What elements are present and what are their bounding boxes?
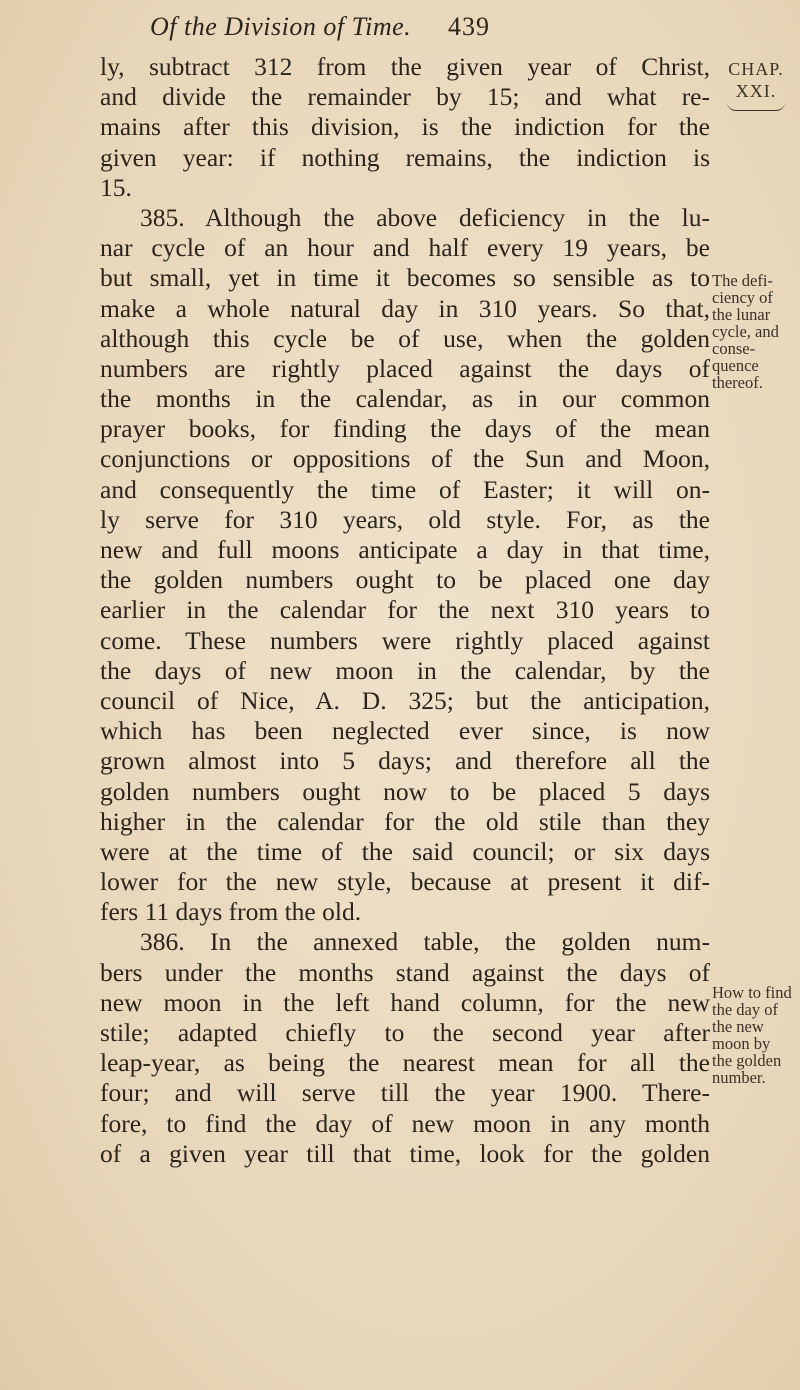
text-line: new and full moons anticipate a day in that time, <box>100 535 710 564</box>
chapter-number: XXI. <box>735 81 777 101</box>
text-line: make a whole natural day in 310 years. So that, <box>100 293 710 323</box>
text-line: and consequently the time of Easter; it will on- <box>100 474 710 504</box>
running-title: Of the Division of Time. <box>150 12 412 41</box>
text-line: 386. In the annexed table, the golden num- <box>140 927 710 957</box>
text-line: stile; adapted chiefly to the second year after <box>100 1018 710 1047</box>
text-line: new moon in the left hand column, for the new <box>100 987 710 1017</box>
text-line: ly serve for 310 years, old style. For, as the <box>100 504 710 534</box>
chapter-label: CHAP. <box>728 59 784 79</box>
text-line: golden numbers ought now to be placed 5 days <box>100 776 710 806</box>
text-line: numbers are rightly placed against the days of <box>100 353 710 383</box>
margin-note-line: How to find <box>712 983 792 1002</box>
text-line: prayer books, for finding the days of the mean <box>100 414 710 444</box>
margin-note-line: the day of <box>712 1000 778 1019</box>
margin-note-line: thereof. <box>712 373 763 392</box>
text-line: 385. Although the above deficiency in the lu- <box>140 202 710 232</box>
margin-note-line: quence <box>712 356 759 375</box>
text-line: although this cycle be of use, when the golden <box>100 323 710 353</box>
text-line: which has been neglected ever since, is now <box>100 716 710 746</box>
margin-note-line: the golden <box>712 1051 782 1070</box>
margin-note-line: number. <box>712 1068 766 1087</box>
text-line: 15. <box>100 172 132 202</box>
text-line: nar cycle of an hour and half every 19 years, be <box>100 233 710 263</box>
text-line: conjunctions or oppositions of the Sun and Moon, <box>100 444 710 474</box>
text-line: grown almost into 5 days; and therefore all the <box>100 746 710 776</box>
text-line: fers 11 days from the old. <box>100 897 362 927</box>
text-line: earlier in the calendar for the next 310 years to <box>100 595 710 625</box>
chapter-bracket <box>727 102 785 111</box>
body-text <box>100 52 710 1169</box>
text-line: mains after this division, is the indiction for the <box>100 112 710 142</box>
text-line: fore, to find the day of new moon in any month <box>100 1108 710 1138</box>
text-line: but small, yet in time it becomes so sensible as to <box>100 263 710 293</box>
text-line: leap-year, as being the nearest mean for all the <box>100 1048 710 1078</box>
text-line: of a given year till that time, look for the golden <box>100 1138 710 1168</box>
text-line: ly, subtract 312 from the given year of Christ, <box>100 52 710 81</box>
page-number: 439 <box>448 12 490 41</box>
text-line: bers under the months stand against the days of <box>100 957 710 987</box>
text-line: given year: if nothing remains, the indiction is <box>100 142 710 172</box>
text-line: council of Nice, A. D. 325; but the anticipation, <box>100 685 710 715</box>
text-line: were at the time of the said council; or six days <box>100 836 710 866</box>
margin-note-line: ciency of <box>712 288 773 307</box>
chapter-marker <box>712 58 800 111</box>
text-line: the golden numbers ought to be placed one day <box>100 565 710 595</box>
text-line: and divide the remainder by 15; and what re- <box>100 82 710 112</box>
text-line: lower for the new style, because at present it dif- <box>100 867 710 897</box>
text-line: higher in the calendar for the old stile than they <box>100 806 710 836</box>
margin-note-line: moon by <box>712 1034 771 1053</box>
margin-note-line: the lunar <box>712 305 771 324</box>
page-header <box>150 12 750 52</box>
text-line: the days of new moon in the calendar, by the <box>100 655 710 685</box>
margin-note-line: The defi- <box>712 271 773 290</box>
text-line: four; and will serve till the year 1900. There- <box>100 1078 710 1108</box>
margin-note-line: conse- <box>712 339 756 358</box>
text-line: come. These numbers were rightly placed against <box>100 625 710 655</box>
margin-note-new-moon <box>712 984 800 1086</box>
text-line: the months in the calendar, as in our common <box>100 384 710 414</box>
margin-note-lunar-cycle <box>712 272 800 391</box>
margin-note-line: cycle, and <box>712 322 779 341</box>
margin-note-line: the new <box>712 1017 764 1036</box>
